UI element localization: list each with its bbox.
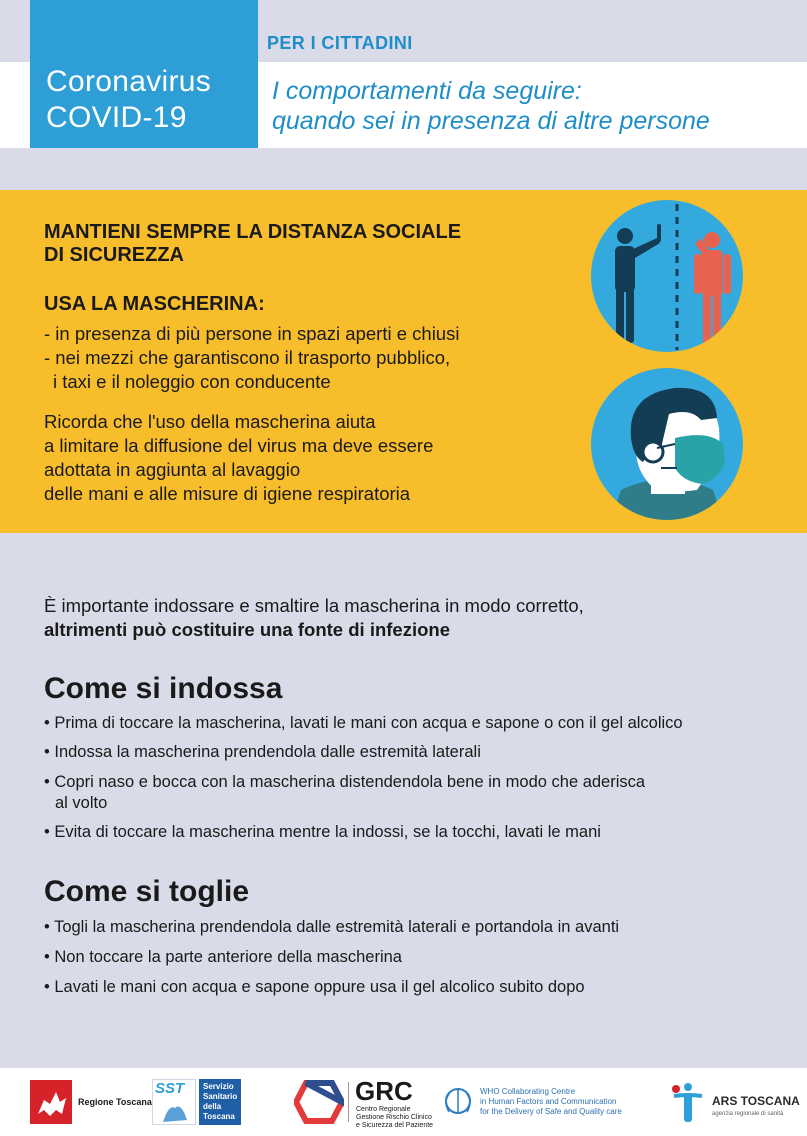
mask-heading: USA LA MASCHERINA: bbox=[44, 293, 265, 315]
intro-line-1: È importante indossare e smaltire la mascherina in modo corretto, bbox=[44, 595, 584, 616]
sst-badge: SST bbox=[155, 1080, 185, 1097]
grc-hexagon-icon bbox=[294, 1080, 344, 1124]
sst-logo-icon bbox=[152, 1079, 196, 1125]
who-emblem-icon bbox=[441, 1086, 475, 1118]
wear-heading: Come si indossa bbox=[44, 672, 283, 705]
remove-bullet-1: • Togli la mascherina prendendola dalle estremità laterali e portandola in avanti bbox=[44, 918, 620, 936]
social-distance-icon bbox=[591, 200, 743, 352]
sst-line-2: Sanitario bbox=[203, 1092, 238, 1101]
title-line-1: Coronavirus bbox=[46, 65, 212, 98]
wear-bullet-1: • Prima di toccare la mascherina, lavati le mani con acqua e sapone o con il gel alcolico bbox=[44, 714, 683, 732]
mask-item-1: - in presenza di più persone in spazi aperti e chiusi bbox=[44, 323, 460, 344]
mask-note-line-2: a limitare la diffusione del virus ma deve essere bbox=[44, 435, 434, 456]
ars-toscana-logo-icon bbox=[668, 1080, 708, 1124]
sst-line-4: Toscana bbox=[203, 1112, 235, 1121]
sst-text-box bbox=[199, 1079, 241, 1125]
sst-line-1: Servizio bbox=[203, 1082, 234, 1091]
title-box bbox=[30, 0, 258, 148]
distance-heading-line-2: DI SICUREZZA bbox=[44, 244, 184, 266]
regione-toscana-logo-icon bbox=[30, 1080, 72, 1124]
subtitle-line-2: quando sei in presenza di altre persone bbox=[272, 107, 710, 135]
subtitle-line-1: I comportamenti da seguire: bbox=[272, 77, 582, 105]
who-line-1: WHO Collaborating Centre bbox=[480, 1087, 576, 1096]
who-line-3: for the Delivery of Safe and Quality care bbox=[480, 1107, 622, 1116]
regione-toscana-label: Regione Toscana bbox=[78, 1097, 152, 1107]
sst-line-3: della bbox=[203, 1102, 222, 1111]
grc-divider bbox=[348, 1082, 349, 1122]
audience-label: PER I CITTADINI bbox=[267, 33, 413, 53]
ars-toscana-label: ARS TOSCANA bbox=[712, 1094, 800, 1108]
grc-line-2: Gestione Rischio Clinico bbox=[356, 1114, 432, 1121]
mask-item-2-line-2: i taxi e il noleggio con conducente bbox=[53, 371, 331, 392]
wear-bullet-3-line-1: • Copri naso e bocca con la mascherina distendendola bene in modo che aderisca bbox=[44, 773, 646, 791]
subtitle bbox=[272, 76, 710, 136]
face-mask-icon bbox=[591, 368, 743, 520]
ars-toscana-sublabel: agenzia regionale di sanità bbox=[712, 1111, 784, 1117]
intro-line-2: altrimenti può costituire una fonte di infezione bbox=[44, 619, 450, 640]
mask-note-line-1: Ricorda che l'uso della mascherina aiuta bbox=[44, 411, 376, 432]
header bbox=[0, 0, 807, 150]
who-line-2: in Human Factors and Communication bbox=[480, 1097, 617, 1106]
social-distance-illustration bbox=[591, 200, 743, 352]
face-mask-illustration bbox=[591, 368, 743, 520]
grc-line-1: Centro Regionale bbox=[356, 1106, 411, 1113]
remove-bullet-3: • Lavati le mani con acqua e sapone oppure usa il gel alcolico subito dopo bbox=[44, 978, 585, 996]
title-line-2: COVID-19 bbox=[46, 101, 187, 134]
grc-label: GRC bbox=[355, 1076, 413, 1106]
wear-bullet-2: • Indossa la mascherina prendendola dalle estremità laterali bbox=[44, 743, 481, 761]
wear-bullet-4: • Evita di toccare la mascherina mentre la indossi, se la tocchi, lavati le mani bbox=[44, 823, 601, 841]
grc-line-3: e Sicurezza del Paziente bbox=[356, 1122, 434, 1129]
wear-bullet-3-line-2: al volto bbox=[55, 794, 108, 812]
distance-heading-line-1: MANTIENI SEMPRE LA DISTANZA SOCIALE bbox=[44, 221, 462, 243]
remove-heading: Come si toglie bbox=[44, 875, 250, 908]
mask-note-line-3: adottata in aggiunta al lavaggio bbox=[44, 459, 301, 480]
mask-item-2-line-1: - nei mezzi che garantiscono il trasporto pubblico, bbox=[44, 347, 451, 368]
footer-logos bbox=[0, 1068, 807, 1136]
mask-note-line-4: delle mani e alle misure di igiene respiratoria bbox=[44, 483, 411, 504]
remove-bullet-2: • Non toccare la parte anteriore della mascherina bbox=[44, 948, 402, 966]
